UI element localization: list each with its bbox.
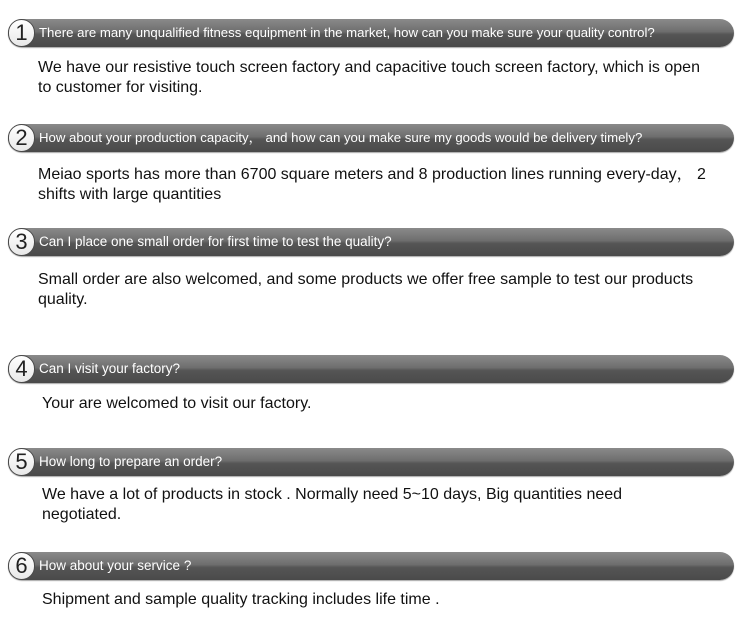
question-number-badge: 5 [8, 448, 35, 476]
question-bar [8, 552, 734, 580]
question-bar [8, 124, 734, 152]
question-bar [8, 19, 734, 47]
question-text: How long to prepare an order? [39, 454, 223, 469]
question-text: Can I place one small order for first time to test the quality? [39, 234, 392, 249]
answer-text: Small order are also welcomed, and some products we offer free sample to test our products quality. [38, 271, 694, 308]
answer-text: Shipment and sample quality tracking includes life time . [42, 591, 440, 608]
question-text: There are many unqualified fitness equipment in the market, how can you make sure your quality control? [39, 25, 655, 40]
question-text: How about your service ? [39, 558, 192, 573]
question-number-badge: 3 [8, 228, 35, 256]
question-number-badge: 4 [8, 355, 35, 383]
question-bar [8, 228, 734, 256]
question-bar [8, 355, 734, 383]
question-number-badge: 1 [8, 19, 35, 47]
question-number-badge: 2 [8, 124, 35, 152]
answer-text: We have a lot of products in stock . Normally need 5~10 days, Big quantities need negotiated. [42, 486, 623, 523]
question-text: Can I visit your factory? [39, 361, 181, 376]
question-number-badge: 6 [8, 552, 35, 580]
answer-text: Your are welcomed to visit our factory. [42, 395, 312, 412]
answer-text: Meiao sports has more than 6700 square meters and 8 production lines running every-day， 2 shifts with large quantities [38, 166, 706, 203]
answer-text: We have our resistive touch screen factory and capacitive touch screen factory, which is open to customer for visiting. [38, 59, 700, 96]
question-text: How about your production capacity， and how can you make sure my goods would be delivery timely? [39, 130, 643, 145]
question-bar [8, 448, 734, 476]
